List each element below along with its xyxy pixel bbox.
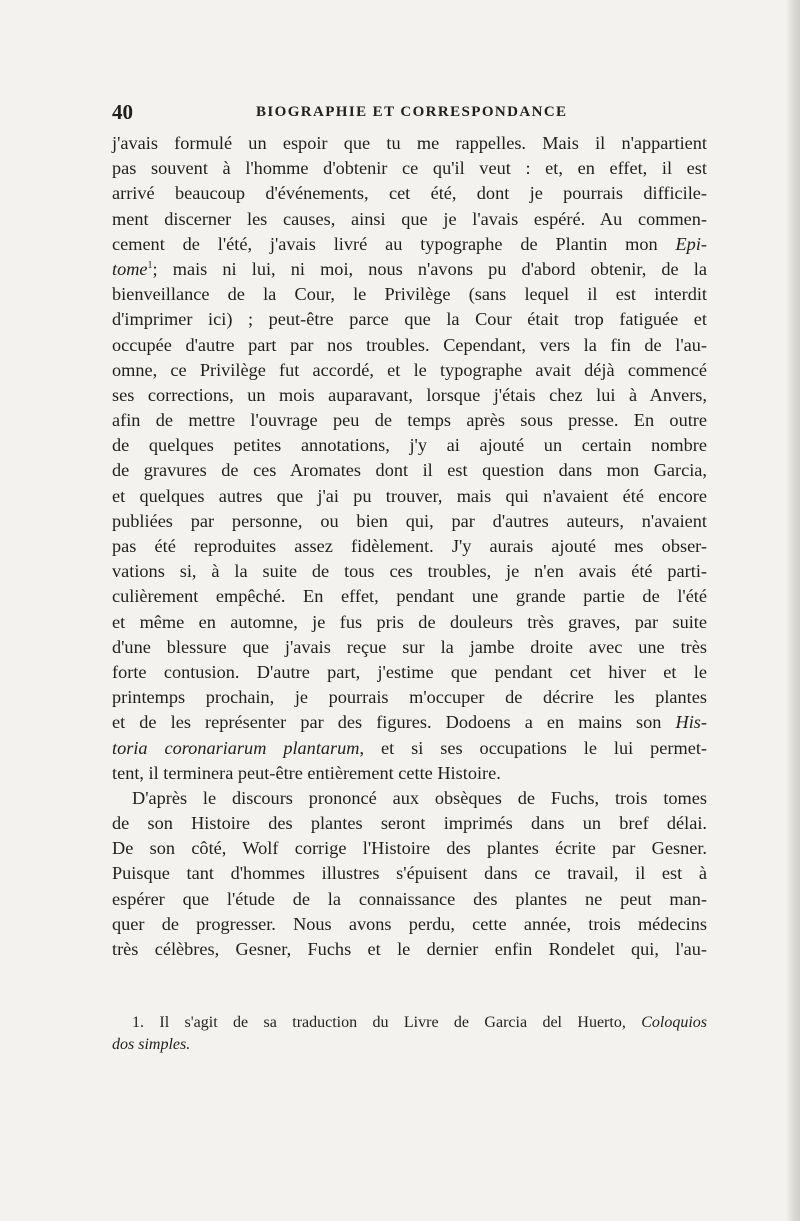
text-line: de son Histoire des plantes seront imprimés dans un bref délai. (112, 813, 707, 834)
text-line: bienveillance de la Cour, le Privilège (sans lequel il est interdit (112, 284, 707, 305)
italic-title: Coloquios (641, 1014, 707, 1031)
footnote-line (112, 1034, 707, 1056)
text-line: arrivé beaucoup d'événements, cet été, dont je pourrais difficile- (112, 183, 707, 204)
text-line: De son côté, Wolf corrige l'Histoire des plantes écrite par Gesner. (112, 838, 707, 859)
text-line: de quelques petites annotations, j'y ai ajouté un certain nombre (112, 435, 707, 456)
page-edge-shadow (786, 0, 800, 1221)
text-line: occupée d'autre part par nos troubles. Cependant, vers la fin de l'au- (112, 334, 707, 355)
text-line: quer de progresser. Nous avons perdu, cette année, trois médecins (112, 913, 707, 934)
text-line: et même en automne, je fus pris de douleurs très graves, par suite (112, 611, 707, 632)
text-line: forte contusion. D'autre part, j'estime que pendant cet hiver et le (112, 661, 707, 682)
text-line: Puisque tant d'hommes illustres s'épuisent dans ce travail, il est à (112, 863, 707, 884)
text-line: d'une blessure que j'avais reçue sur la jambe droite avec une très (112, 636, 707, 657)
text-segment: et de les représenter par des figures. Dodoens a en mains son (112, 712, 676, 733)
text-line: publiées par personne, ou bien qui, par d'autres auteurs, n'avaient (112, 510, 707, 531)
text-line (112, 736, 707, 761)
footnote-line (112, 1012, 707, 1034)
text-line: pas été reproduites assez fidèlement. J'y aurais ajouté mes obser- (112, 536, 707, 556)
footnote-text: Il s'agit de sa traduction du Livre de Garcia del Huerto, (144, 1014, 642, 1031)
footnote-reference: 1 (147, 259, 153, 271)
text-segment: cement de l'été, j'avais livré au typographe de Plantin mon (112, 233, 676, 254)
text-line (112, 257, 707, 282)
footnote-marker: 1. (132, 1014, 144, 1031)
text-line: D'après le discours prononcé aux obsèques de Fuchs, trois tomes (132, 787, 707, 808)
text-line: pas souvent à l'homme d'obtenir ce qu'il veut : et, en effet, il est (112, 158, 707, 179)
italic-title: tome (112, 258, 148, 279)
text-line: omne, ce Privilège fut accordé, et le typographe avait déjà commencé (112, 359, 707, 380)
text-line: ses corrections, un mois auparavant, lorsque j'étais chez lui à Anvers, (112, 384, 707, 405)
text-line: et quelques autres que j'ai pu trouver, mais qui n'avaient été encore (112, 485, 707, 506)
text-line: de gravures de ces Aromates dont il est question dans mon Garcia, (112, 460, 707, 481)
text-line: afin de mettre l'ouvrage peu de temps après sous presse. En outre (112, 410, 707, 431)
text-line: vations si, à la suite de tous ces troubles, je n'en avais été parti- (112, 561, 707, 582)
text-segment: , et si ses occupations le lui permet- (359, 737, 708, 758)
text-line: tent, il terminera peut-être entièrement cette Histoire. (112, 762, 501, 783)
text-segment: ; mais ni lui, ni moi, nous n'avons pu d'abord obtenir, de la (152, 258, 707, 279)
footnote (112, 1012, 707, 1056)
text-line: printemps prochain, je pourrais m'occuper de décrire les plantes (112, 687, 707, 708)
text-line: d'imprimer ici) ; peut-être parce que la Cour était trop fatiguée et (112, 309, 707, 330)
italic-title: Epi- (675, 233, 707, 254)
italic-title: dos simples. (112, 1036, 191, 1053)
text-line: espérer que l'étude de la connaissance des plantes ne peut man- (112, 888, 707, 909)
text-line: culièrement empêché. En effet, pendant une grande partie de l'été (112, 586, 707, 607)
running-head: BIOGRAPHIE ET CORRESPONDANCE (256, 104, 568, 120)
text-line (112, 232, 707, 257)
text-line: très célèbres, Gesner, Fuchs et le dernier enfin Rondelet qui, l'au- (112, 939, 707, 959)
italic-title: toria coronariarum plantarum (112, 737, 360, 758)
page-header (112, 100, 708, 124)
text-line (112, 710, 707, 735)
body-text (112, 131, 707, 962)
page-number: 40 (112, 100, 133, 124)
text-line: ment discerner les causes, ainsi que je l'avais espéré. Au commen- (112, 208, 707, 229)
text-line: j'avais formulé un espoir que tu me rappelles. Mais il n'appartient (112, 133, 707, 153)
italic-title: His- (675, 712, 707, 733)
